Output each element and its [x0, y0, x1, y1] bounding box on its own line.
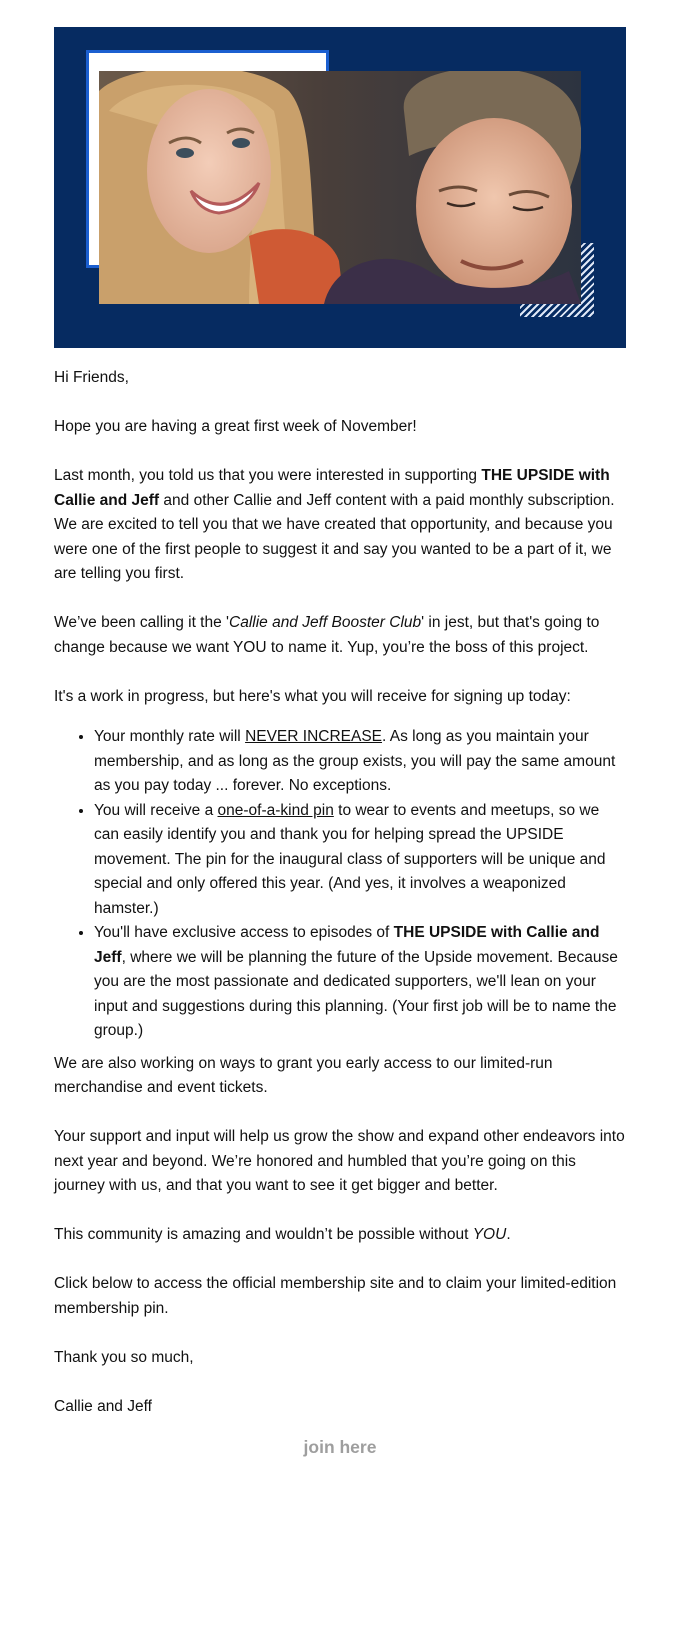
show-title: THE UPSIDE with Callie and Jeff [54, 467, 610, 509]
text-segment: , where we will be planning the future of the Upside movement. Because you are the most passionate and dedicated supporters, we'll lean on your input and suggestions during this planning. (Your first job will be to name the group.) [94, 948, 618, 1039]
text-segment: This community is amazing and wouldn’t be possible without [54, 1226, 473, 1243]
hero-banner [54, 27, 626, 348]
sign-off: Thank you so much, [54, 1348, 194, 1366]
paragraph-early-access: We are also working on ways to grant you early access to our limited-run merchandise and event tickets. [54, 1054, 553, 1096]
paragraph-support: Your support and input will help us grow the show and expand other endeavors into next year and beyond. We’re honored and humbled that you’re going on this journey with us, and that you want to see it get bigger and better. [54, 1128, 625, 1194]
text-segment: Your monthly rate will [94, 728, 246, 745]
paragraph-booster-club [54, 611, 626, 660]
text-segment: We’ve been calling it the ' [54, 614, 229, 631]
text-segment: You'll have exclusive access to episodes of [94, 924, 394, 941]
paragraph-subscription [54, 464, 626, 587]
paragraph-benefits-intro: It's a work in progress, but here's what you will receive for signing up today: [54, 687, 571, 705]
emphasis-you: YOU [472, 1226, 507, 1243]
pin-text: one-of-a-kind pin [217, 801, 334, 819]
text-segment: ' in jest, but that's going to change because we want YOU to name it. Yup, you’re the boss of this project. [54, 614, 600, 656]
signature: Callie and Jeff [54, 1397, 152, 1415]
list-item [94, 921, 626, 1044]
photo-icon [99, 71, 581, 304]
text-segment: to wear to events and meetups, so we can easily identify you and thank you for helping spread the UPSIDE movement. The pin for the inaugural class of supporters will be unique and special and only offered this year. (And yes, it involves a weaponized hamster.) [94, 801, 606, 917]
cta-wrapper [54, 1431, 626, 1464]
text-segment: You will receive a [94, 801, 218, 819]
email-container [54, 27, 626, 1464]
text-segment: Last month, you told us that you were interested in supporting [54, 467, 482, 484]
club-name: Callie and Jeff Booster Club [229, 614, 422, 631]
email-body [54, 366, 626, 1419]
text-segment: . As long as you maintain your membership, and as long as the group exists, you will pay the same amount as you pay today ... forever. No exceptions. [94, 728, 616, 794]
greeting: Hi Friends, [54, 369, 129, 386]
join-here-button[interactable]: join here [303, 1437, 377, 1457]
text-segment: and other Callie and Jeff content with a paid monthly subscription. We are excited to tell you that we have created that opportunity, and because you were one of the first people to suggest it and say you wanted to be a part of it, we are telling you first. [54, 491, 615, 582]
show-title: THE UPSIDE with Callie and Jeff [94, 924, 600, 966]
paragraph-community [54, 1223, 626, 1248]
text-segment: . [506, 1226, 511, 1243]
benefits-list [54, 725, 626, 1044]
paragraph-intro: Hope you are having a great first week of November! [54, 418, 417, 435]
never-increase-text: NEVER INCREASE [245, 728, 383, 745]
paragraph-click-below: Click below to access the official membership site and to claim your limited-edition membership pin. [54, 1275, 617, 1317]
list-item [94, 799, 626, 922]
list-item [94, 725, 626, 799]
